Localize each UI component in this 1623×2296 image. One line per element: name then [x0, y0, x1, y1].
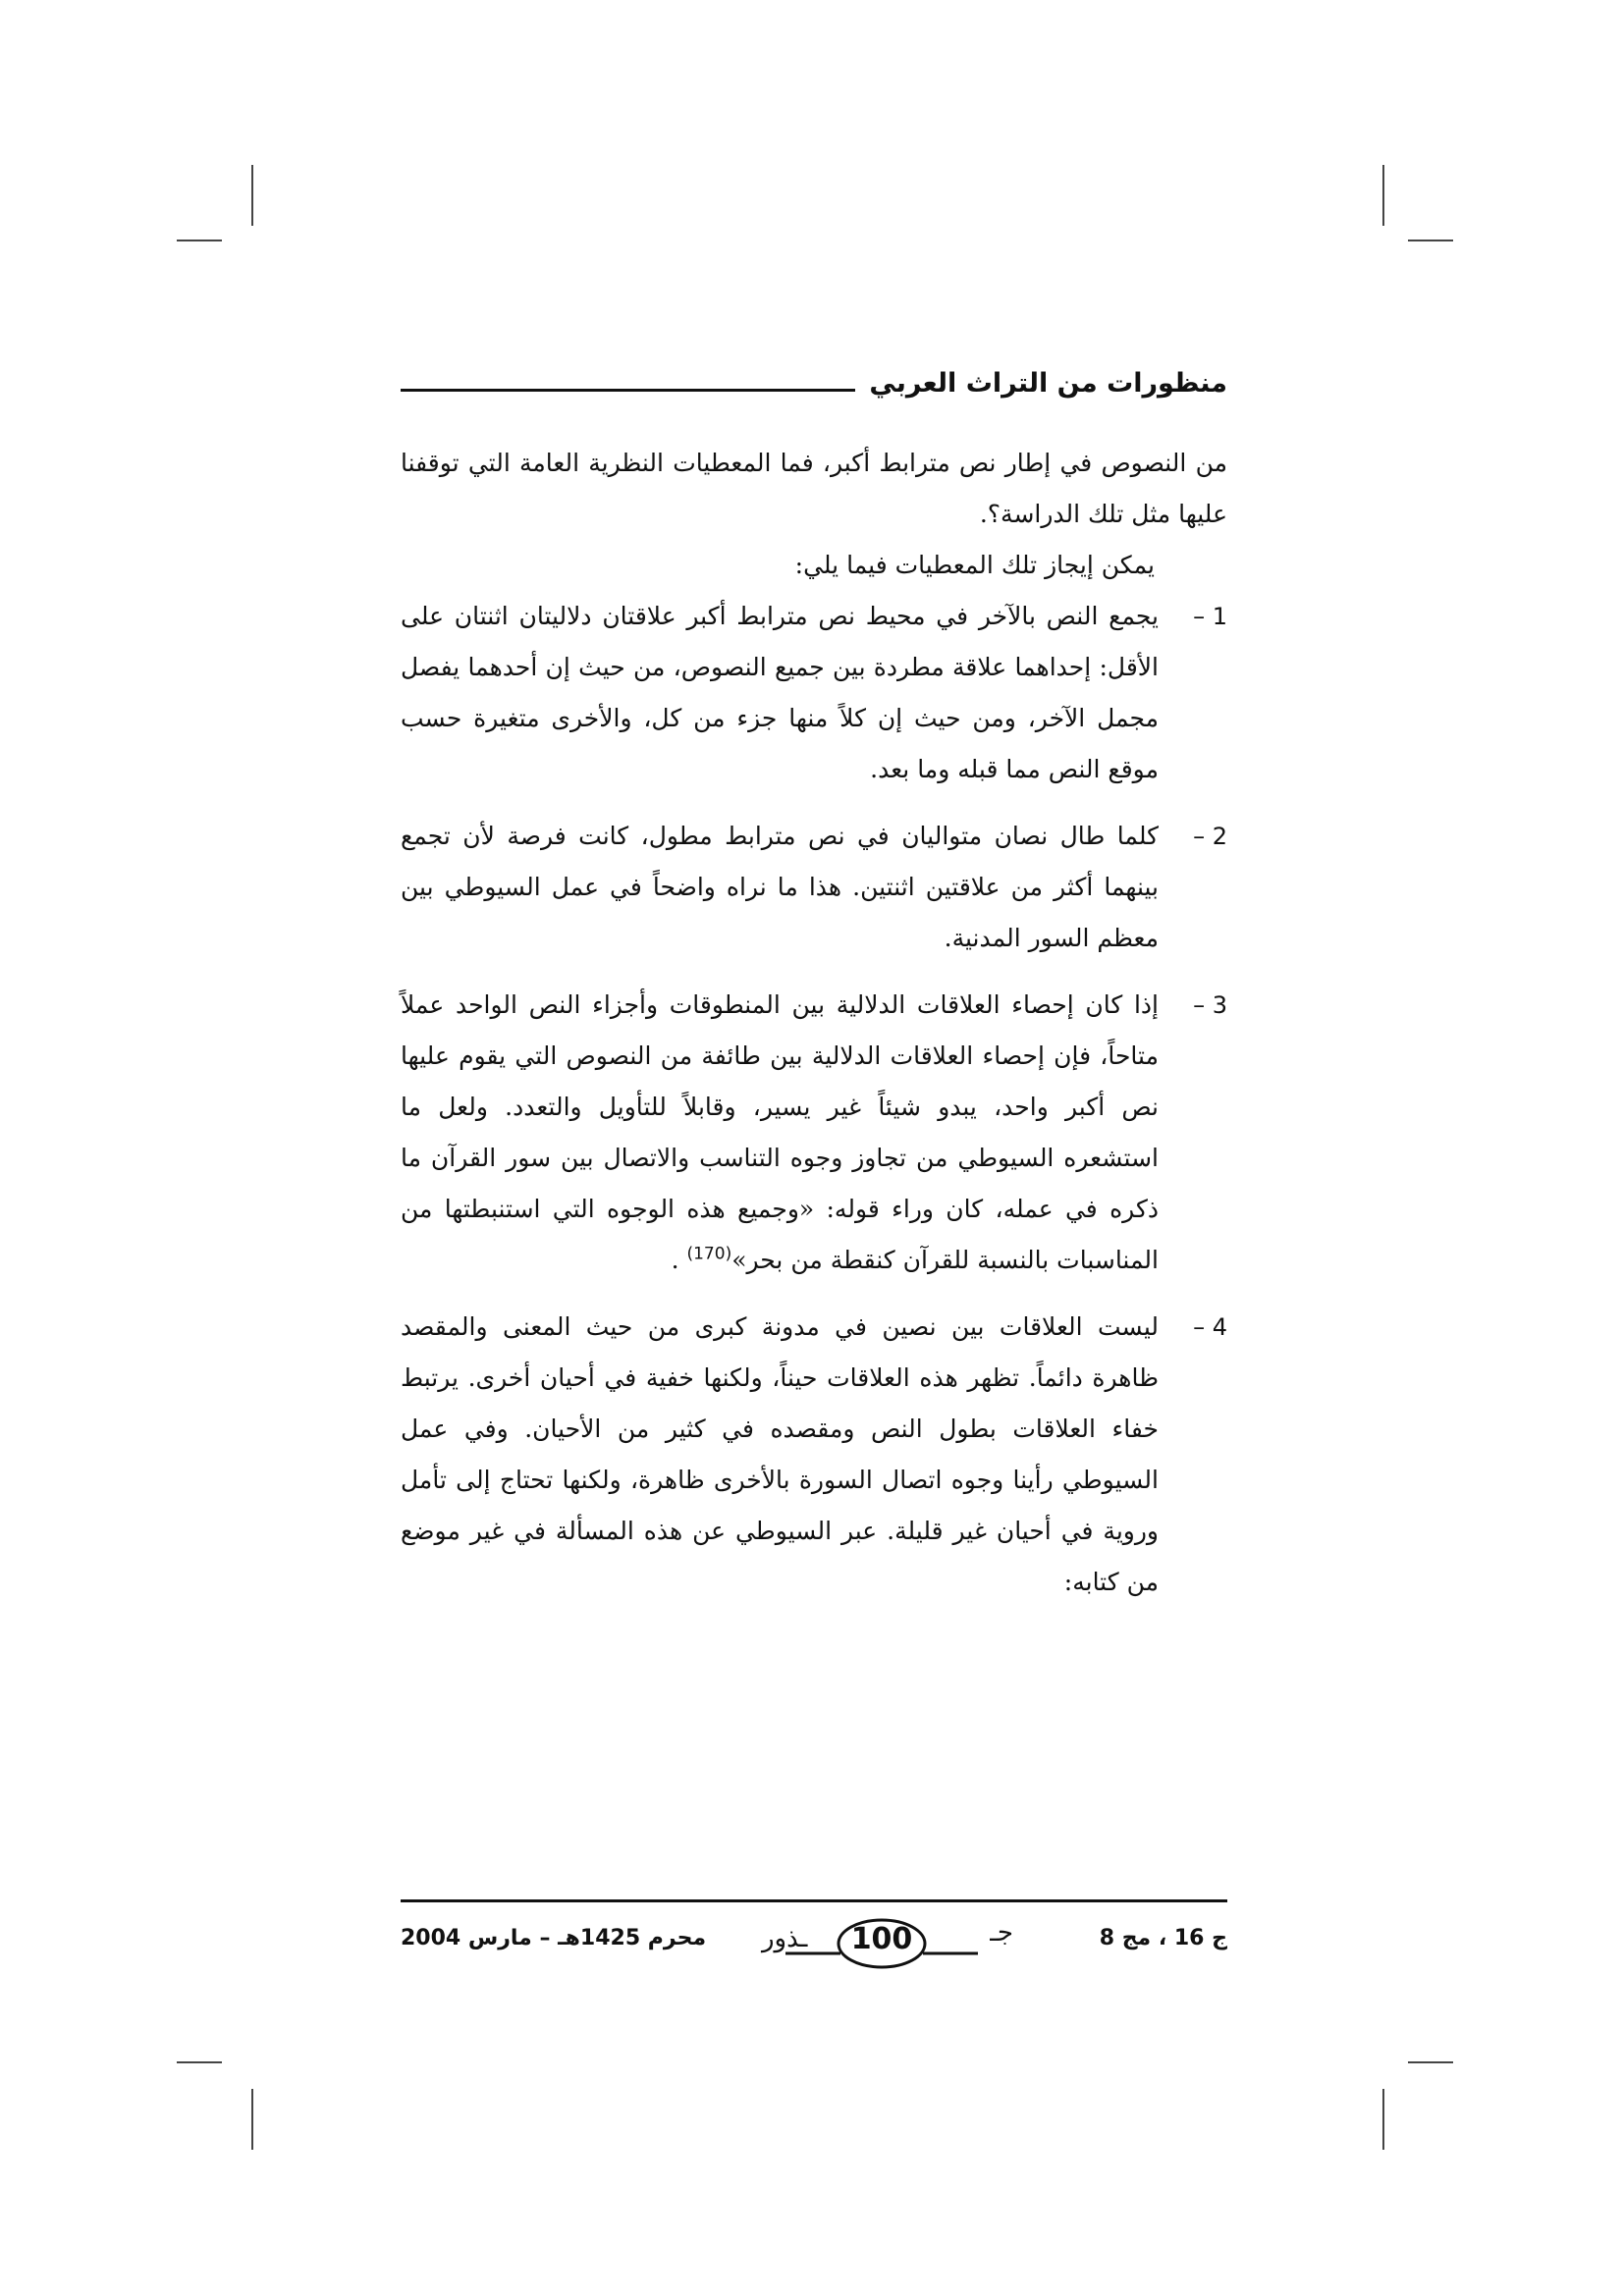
running-head: [401, 353, 1227, 412]
issue-date: محرم 1425هـ – مارس 2004: [401, 1926, 707, 1950]
list-item-text: ليست العلاقات بين نصين في مدونة كبرى من حيث المعنى والمقصد ظاهرة دائماً. تظهر هذه العلاقات حيناً، ولكنها خفية في أحيان أخرى. يرتبط خفاء العلاقات بطول النص ومقصده في كثير من الأحيان. وفي عمل السيوطي رأينا وجوه اتصال السورة بالأخرى ظاهرة، ولكنها تحتاج إلى تأمل وروية في أحيان غير قليلة. عبر السيوطي عن هذه المسألة في غير موضع من كتابه:: [401, 1312, 1159, 1596]
list-item: [401, 591, 1227, 795]
crop-mark-bottom-right-vertical: [1382, 2089, 1384, 2150]
crop-mark-bottom-left-horizontal: [177, 2061, 222, 2063]
journal-name-left: ـذور: [762, 1924, 808, 1953]
crop-mark-top-left-vertical: [251, 165, 253, 226]
list-item-text: إذا كان إحصاء العلاقات الدلالية بين المنطوقات وأجزاء النص الواحد عملاً متاحاً، فإن إحصاء العلاقات الدلالية بين طائفة من النصوص التي يقوم عليها نص أكبر واحد، يبدو شيئاً غير يسير، وقابلاً للتأويل والتعدد. ولعل ما استشعره السيوطي من تجاوز وجوه التناسب والاتصال بين سور القرآن ما ذكره في عمله، كان وراء قوله: «وجميع هذه الوجوه التي استنبطتها من المناسبات بالنسبة للقرآن كنقطة من بحر»: [401, 990, 1159, 1274]
list-item-text: يجمع النص بالآخر في محيط نص مترابط أكبر علاقتان دلاليتان اثنتان على الأقل: إحداهما علاقة مطردة بين جميع النصوص، من حيث إن أحدهما يفصل مجمل الآخر، ومن حيث إن كلاً منها جزء من كل، والأخرى متغيرة حسب موقع النص مما قبله وما بعد.: [401, 602, 1159, 783]
issue-info: ج 16 ، مج 8: [1099, 1926, 1227, 1950]
journal-logo: [756, 1914, 1031, 1973]
journal-name-right: جـ: [990, 1918, 1013, 1948]
list-item: [401, 811, 1227, 964]
intro-paragraph: من النصوص في إطار نص مترابط أكبر، فما المعطيات النظرية العامة التي توقفنا عليها مثل تلك الدراسة؟.: [401, 449, 1227, 528]
page-content: [401, 353, 1227, 1624]
list-item-number: 2 –: [1193, 823, 1227, 850]
body-text: [401, 438, 1227, 1608]
list-item: [401, 980, 1227, 1286]
crop-mark-bottom-right-horizontal: [1408, 2061, 1453, 2063]
running-head-title: منظورات من التراث العربي: [869, 367, 1227, 399]
list-item: [401, 1302, 1227, 1608]
list-item-number: 4 –: [1193, 1313, 1227, 1341]
list-item-body: [401, 980, 1159, 1286]
findings-list: [401, 591, 1227, 1608]
running-head-rule: [401, 389, 855, 392]
crop-mark-top-left-horizontal: [177, 240, 222, 241]
footer-rule: [401, 1899, 1227, 1902]
list-item-text: كلما طال نصان متواليان في نص مترابط مطول، كانت فرصة لأن تجمع بينهما أكثر من علاقتين اثنتين. هذا ما نراه واضحاً في عمل السيوطي بين معظم السور المدنية.: [401, 822, 1159, 952]
list-item-tail: .: [671, 1246, 679, 1274]
list-item-number: 3 –: [1193, 991, 1227, 1019]
page-number: 100: [850, 1922, 913, 1956]
crop-mark-top-right-vertical: [1382, 165, 1384, 226]
list-item-number: 1 –: [1193, 603, 1227, 630]
crop-mark-bottom-left-vertical: [251, 2089, 253, 2150]
page-footer: [401, 1914, 1227, 1973]
crop-mark-top-right-horizontal: [1408, 240, 1453, 241]
lead-paragraph: يمكن إيجاز تلك المعطيات فيما يلي:: [794, 551, 1155, 579]
footnote-reference[interactable]: (170): [686, 1244, 732, 1264]
